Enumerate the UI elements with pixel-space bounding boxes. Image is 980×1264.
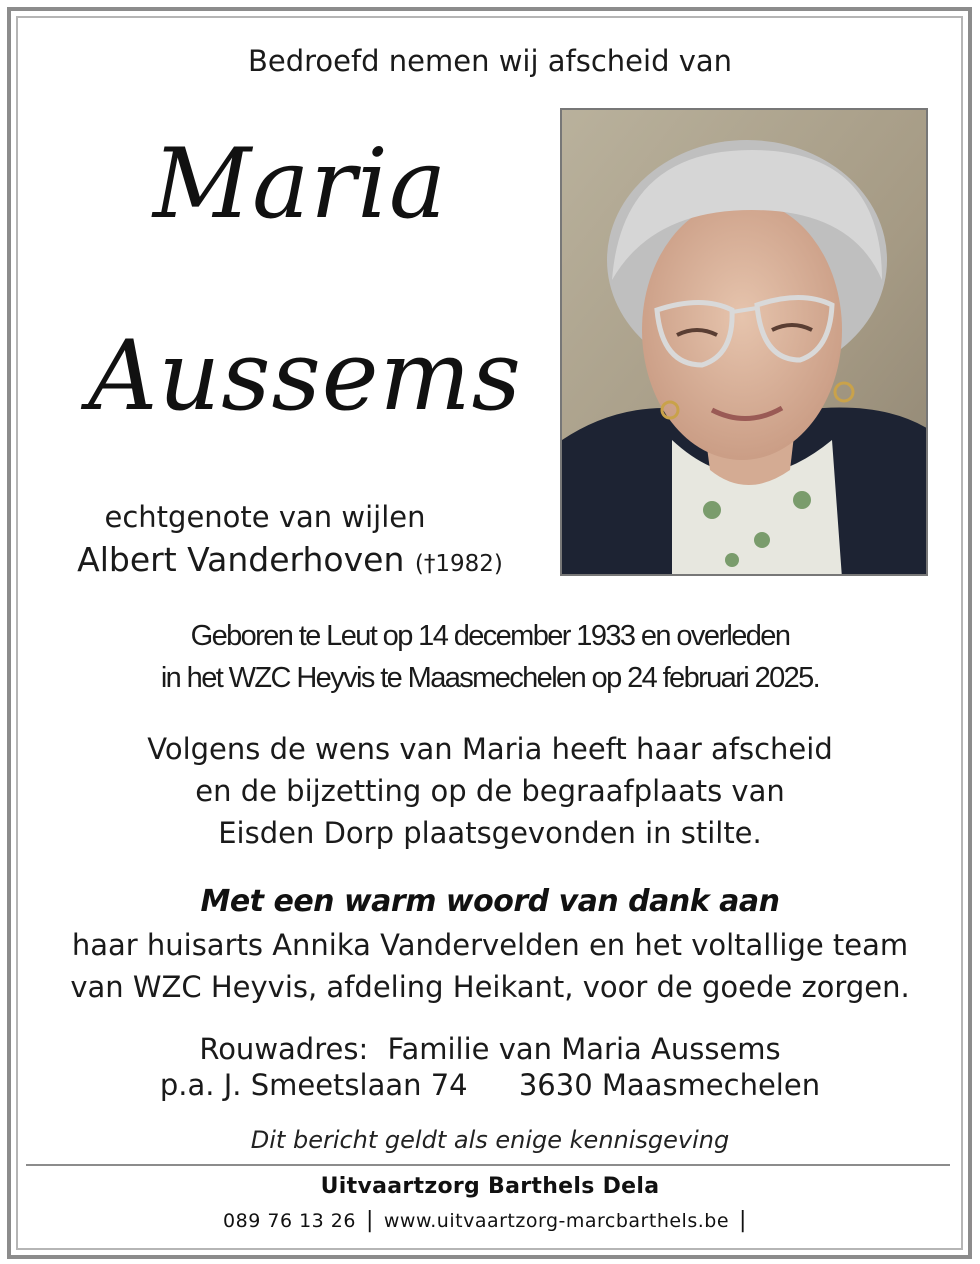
phone-number: 089 76 13 26 [223, 1210, 356, 1232]
intro-text: Bedroefd nemen wij afscheid van [247, 44, 733, 78]
wish-line-1: Volgens de wens van Maria heeft haar afscheid [147, 732, 833, 766]
notice-text: Dit bericht geldt als enige kennisgeving [250, 1126, 730, 1154]
address-line-1 [0, 1032, 980, 1066]
wish-line-2: en de bijzetting op de begraafplaats van [195, 774, 785, 808]
separator: | [365, 1208, 374, 1233]
wish-line-3: Eisden Dorp plaatsgevonden in stilte. [218, 816, 762, 850]
contact-line [0, 1208, 980, 1233]
spouse-name: Albert Vanderhoven [77, 540, 405, 579]
deceased-last-name: Aussems [88, 320, 522, 432]
spouse-line [20, 540, 560, 579]
company-name: Uitvaartzorg Barthels Dela [320, 1174, 660, 1199]
spouse-label: echtgenote van wijlen [104, 500, 426, 534]
address-city: 3630 Maasmechelen [518, 1068, 821, 1102]
separator: | [739, 1208, 747, 1233]
thanks-line-1: haar huisarts Annika Vandervelden en het voltallige team [71, 928, 909, 962]
footer-divider [26, 1164, 950, 1166]
portrait-photo [560, 108, 928, 576]
address-street: p.a. J. Smeetslaan 74 [159, 1068, 468, 1102]
portrait-illustration [562, 110, 928, 576]
birth-death-line-1: Geboren te Leut op 14 december 1933 en overleden [190, 620, 790, 652]
deceased-first-name: Maria [152, 128, 448, 240]
birth-death-line-2: in het WZC Heyvis te Maasmechelen op 24 februari 2025. [160, 662, 820, 694]
thanks-line-2: van WZC Heyvis, afdeling Heikant, voor de goede zorgen. [70, 970, 910, 1004]
address-family: Familie van Maria Aussems [387, 1032, 781, 1066]
website-link[interactable]: www.uitvaartzorg-marcbarthels.be [383, 1210, 730, 1232]
spouse-death-year: (†1982) [414, 551, 503, 577]
address-line-2 [0, 1068, 980, 1102]
thanks-title: Met een warm woord van dank aan [200, 884, 780, 919]
address-label: Rouwadres: [199, 1032, 369, 1066]
